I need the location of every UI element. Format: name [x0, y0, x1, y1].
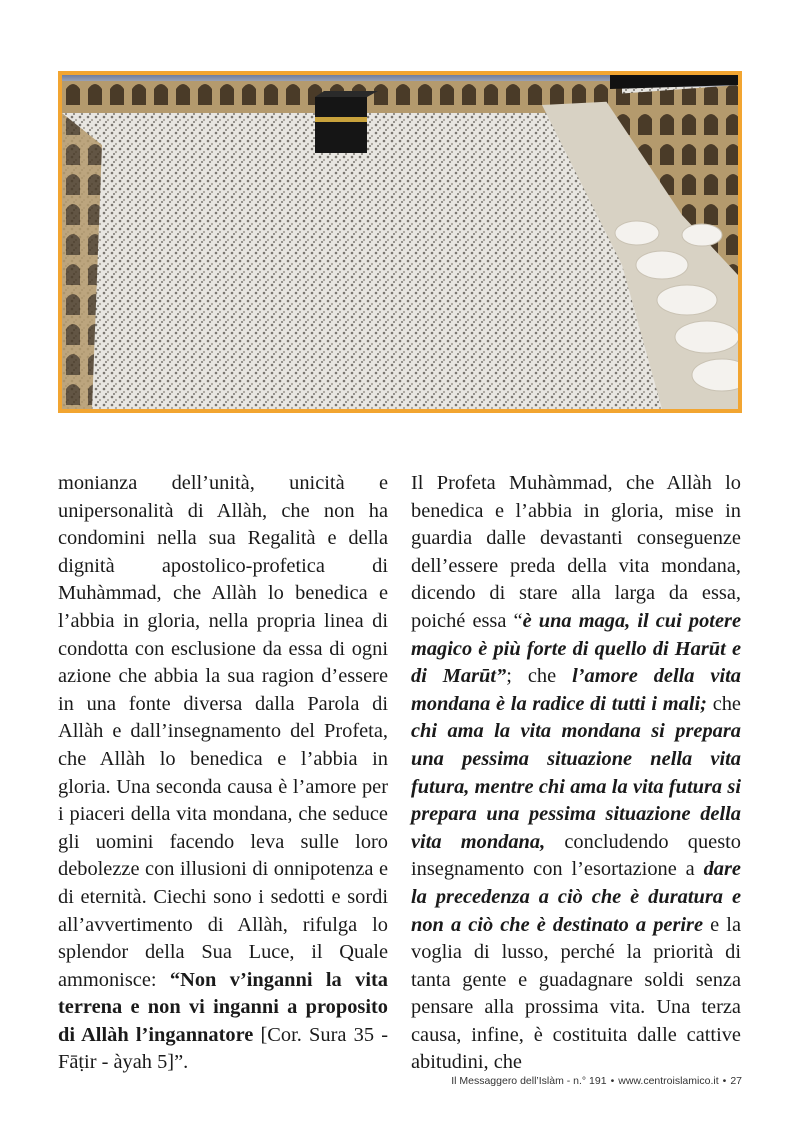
kaaba-photo-illustration [62, 75, 738, 409]
right-paragraph [411, 470, 741, 1077]
quran-reference: [Cor. Sura 35 - Fāṭir - àyah 5]”. [58, 1023, 388, 1074]
hadith-quote-4: dare la precedenza a ciò che è duratura e non a ciò che è destinato a perire [411, 858, 741, 936]
hadith-quote-2: l’amore della vita mondana è la radice di tutti i mali; [411, 665, 741, 715]
right-text-4: concludendo questo insegnamento con l’esortazione a [411, 830, 741, 881]
right-column [411, 470, 741, 1077]
website-link[interactable]: www.centroislamico.it [618, 1075, 719, 1087]
right-text-1: Il Profeta Muhàmmad, che Allàh lo benedica e l’abbia in gloria, mise in guardia dalle devastanti conseguenze dell’essere preda della vita mondana, dicendo di stare alla larga da essa, poiché essa “ [411, 472, 741, 632]
kaaba-photo [58, 71, 742, 413]
right-text-5: e la voglia di lusso, perché la priorità di tanta gente e guadagnare soldi senza pensare alla prossima vita. Una terza causa, infine, è costituita dalle cattive abitudini, che [411, 913, 741, 1074]
page-number: 27 [730, 1075, 742, 1087]
right-text-2: ; che [506, 665, 573, 688]
hadith-quote-3: chi ama la vita mondana si prepara una pessima situazione nella vita futura, mentre chi ama la vita futura si prepara una pessima situazione della vita mondana, [411, 720, 741, 853]
hadith-quote-1: è una maga, il cui potere magico è più forte di quello di Harūt e di Marūt” [411, 609, 742, 688]
left-column [58, 470, 388, 1077]
page-footer [451, 1075, 742, 1087]
footer-bullet: • [610, 1075, 615, 1087]
quran-quote: “Non v’inganni la vita terrena e non vi inganni a proposito di Allàh l’ingannatore [58, 968, 388, 1046]
publication-title: Il Messaggero dell’Islàm - n.° 191 [451, 1075, 607, 1087]
left-text-1: monianza dell’unità, unicità e unipersonalità di Allàh, che non ha condomini nella sua Regalità e della dignità apostolico-profetica di Muhàmmad, che Allàh lo benedica e l’abbia in gloria, nella propria linea di condotta con esclusione da essa di ogni azione che abbia la sua ragion d’essere in una fonte diversa dalla Parola di Allàh e dall’insegnamento del Profeta, che Allàh lo benedica e l’abbia in gloria. Una seconda causa è l’amore per i piaceri della vita mondana, che seduce gli uomini facendo leva sulle loro debolezze con illusioni di onnipotenza e di eternità. Ciechi sono i sedotti e sordi all’avvertimento di Allàh, rifulga lo splendor della Sua Luce, il Quale ammonisce: [58, 472, 388, 991]
left-paragraph [58, 470, 388, 1077]
right-text-3: che [706, 692, 741, 715]
footer-bullet: • [722, 1075, 727, 1087]
